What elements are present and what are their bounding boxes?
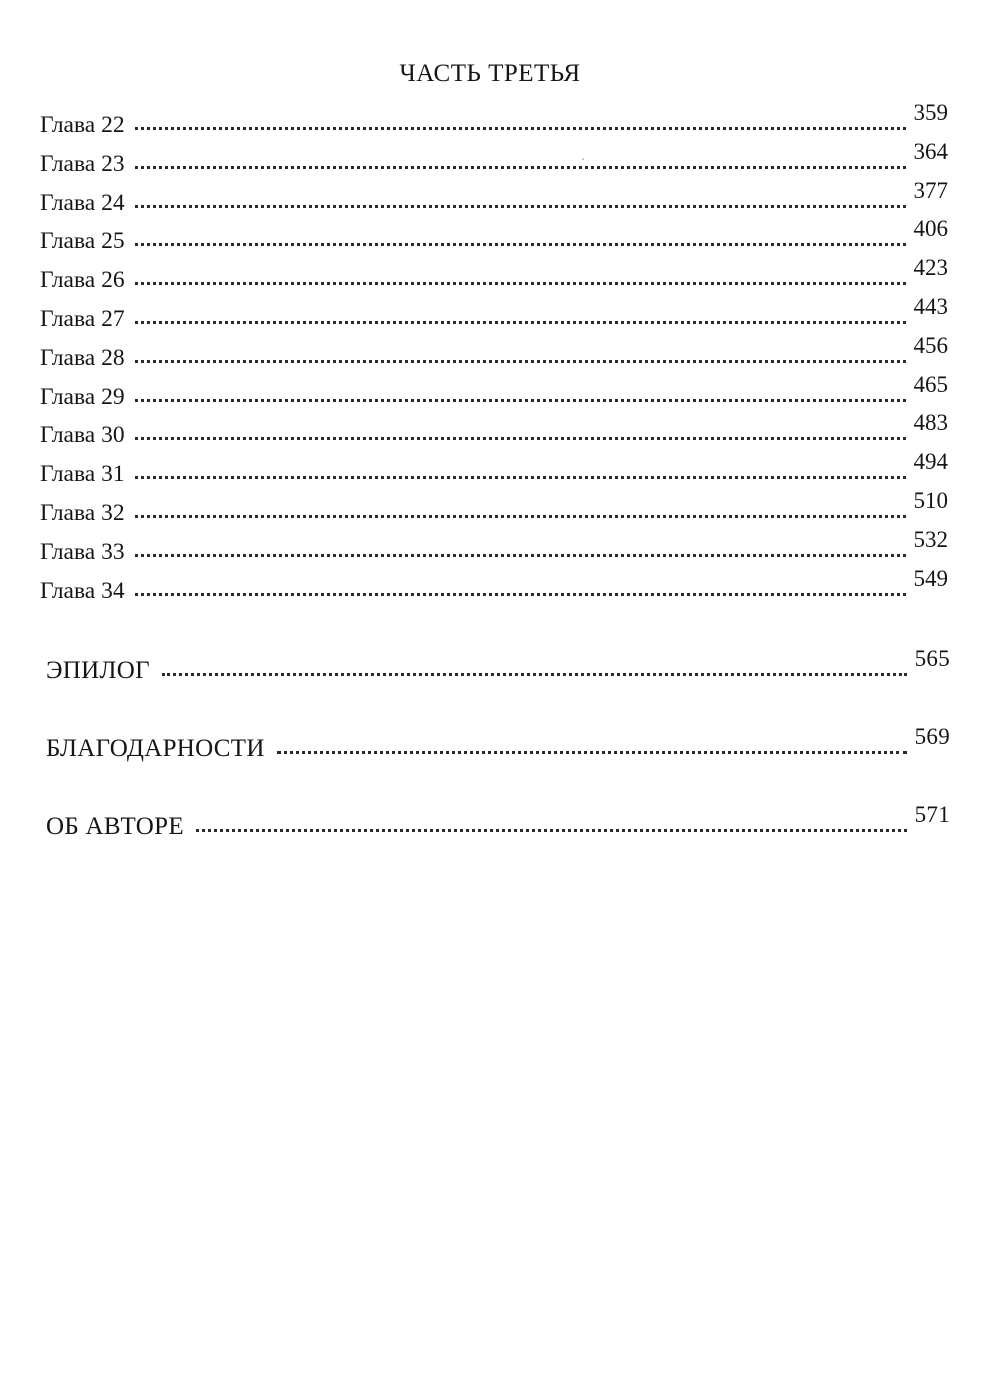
page-number: 483	[913, 410, 948, 436]
section-label: БЛАГОДАРНОСТИ	[46, 735, 265, 762]
page-number: 565	[914, 646, 950, 671]
dot-leader	[135, 321, 906, 324]
chapter-label: Глава 25	[40, 228, 125, 255]
page-number: 443	[913, 293, 948, 319]
epilog-section	[46, 646, 950, 696]
dot-leader	[135, 360, 906, 363]
chapter-label: Глава 24	[40, 189, 125, 216]
page-number: 549	[913, 565, 948, 591]
dot-leader	[135, 515, 906, 518]
part-title: ЧАСТЬ ТРЕТЬЯ	[399, 60, 581, 87]
chapter-label: Глава 33	[40, 538, 125, 565]
section-label: ОБ АВТОРЕ	[46, 813, 184, 840]
toc-entry-chapter-23[interactable]	[40, 138, 948, 190]
chapter-list	[40, 100, 948, 616]
page-number: 359	[913, 100, 948, 125]
chapter-label: Глава 26	[40, 267, 125, 294]
dot-leader	[135, 243, 906, 246]
toc-entry-epilog[interactable]	[46, 646, 950, 696]
page-number: 423	[913, 255, 948, 281]
toc-entry-chapter-33[interactable]	[40, 526, 948, 578]
toc-entry-about-author[interactable]	[46, 802, 950, 852]
page-number: 510	[913, 487, 948, 513]
page-number: 456	[913, 332, 948, 358]
chapter-label: Глава 23	[40, 150, 125, 177]
page-number: 406	[913, 216, 948, 242]
toc-entry-chapter-32[interactable]	[40, 487, 948, 539]
dot-leader	[135, 554, 906, 557]
page-number: 364	[913, 138, 948, 164]
toc-entry-chapter-24[interactable]	[40, 177, 948, 229]
chapter-label: Глава 31	[40, 461, 125, 488]
dot-leader	[135, 282, 906, 285]
dot-leader	[162, 673, 907, 676]
chapter-label: Глава 22	[40, 112, 125, 138]
page-number: 569	[914, 724, 950, 749]
toc-entry-chapter-25[interactable]	[40, 216, 948, 267]
page-number: 532	[913, 526, 948, 552]
dot-leader	[135, 399, 906, 402]
dot-leader	[135, 476, 906, 479]
chapter-label: Глава 27	[40, 305, 125, 332]
dot-leader	[135, 127, 906, 130]
chapter-label: Глава 34	[40, 577, 125, 604]
toc-entry-chapter-26[interactable]	[40, 255, 948, 306]
page-number: 571	[914, 802, 950, 827]
toc-entry-chapter-27[interactable]	[40, 293, 948, 345]
dot-leader	[135, 205, 906, 208]
dot-leader	[277, 751, 907, 754]
toc-entry-chapter-28[interactable]	[40, 332, 948, 384]
toc-entry-chapter-34[interactable]	[40, 565, 948, 617]
dot-leader	[135, 437, 906, 440]
chapter-label: Глава 32	[40, 499, 125, 526]
toc-entry-acknowledgements[interactable]	[46, 724, 950, 774]
section-label: ЭПИЛОГ	[46, 657, 150, 684]
acknowledgements-section	[46, 724, 950, 774]
page-number: 465	[913, 371, 948, 397]
page-number: 494	[913, 449, 948, 475]
chapter-label: Глава 28	[40, 344, 125, 371]
chapter-label: Глава 30	[40, 422, 125, 449]
page-number: 377	[913, 177, 948, 203]
toc-entry-chapter-30[interactable]	[40, 410, 948, 461]
toc-entry-chapter-29[interactable]	[40, 371, 948, 423]
dot-leader	[135, 166, 906, 169]
dot-leader	[196, 829, 907, 832]
about-author-section	[46, 802, 950, 852]
dot-leader	[135, 593, 906, 596]
toc-entry-chapter-22[interactable]	[40, 100, 948, 151]
toc-entry-chapter-31[interactable]	[40, 449, 948, 500]
chapter-label: Глава 29	[40, 383, 125, 410]
